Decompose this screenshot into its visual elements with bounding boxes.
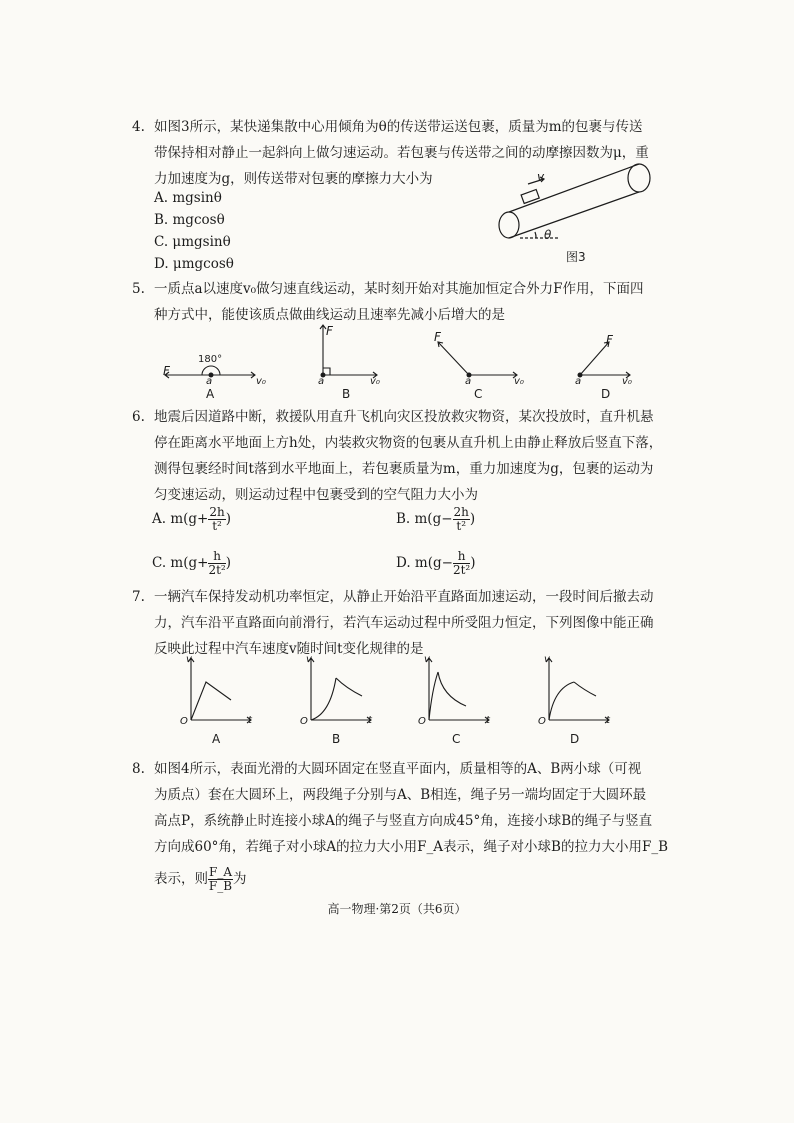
question-text-line: 高点P，系统静止时连接小球A的绳子与竖直方向成45°角，连接小球B的绳子与竖直 xyxy=(154,813,653,829)
q6-option-a[interactable] xyxy=(152,506,231,533)
question-6 xyxy=(132,404,663,508)
question-text-line: 如图3所示，某快递集散中心用倾角为θ的传送带运送包裹，质量为m的包裹与传送 xyxy=(154,119,643,135)
q7c-v-label: v xyxy=(424,654,430,665)
q5-option-a[interactable]: A xyxy=(206,387,215,401)
option-a[interactable]: A. mgsinθ xyxy=(154,190,222,206)
question-text-line: 地震后因道路中断，救援队用直升飞机向灾区投放救灾物资，某次投放时，直升机悬 xyxy=(154,409,654,425)
page-footer: 高一物理·第2页（共6页） xyxy=(327,902,467,916)
question-text-line: 方向成60°角，若绳子对小球A的拉力大小用F_A表示，绳子对小球B的拉力大小用F_B xyxy=(154,839,669,855)
q7-option-d[interactable]: D xyxy=(570,732,580,746)
q7-graph-a xyxy=(186,656,256,726)
last-line-prefix: 表示，则 xyxy=(154,871,208,887)
figure-3-velocity-label: v xyxy=(537,170,545,184)
q5b-velocity-label: v₀ xyxy=(370,376,380,387)
q5-option-d[interactable]: D xyxy=(601,387,611,401)
q5d-point-label: a xyxy=(575,376,582,387)
question-number: 8. xyxy=(132,761,145,777)
q5a-force-label: F xyxy=(163,364,170,378)
q5-option-b[interactable]: B xyxy=(342,387,351,401)
figure-3-conveyor xyxy=(492,162,662,242)
option-fraction xyxy=(208,506,225,533)
figure-3-caption: 图3 xyxy=(566,250,586,264)
question-text-line: 一辆汽车保持发动机功率恒定，从静止开始沿平直路面加速运动，一段时间后撤去动 xyxy=(154,589,654,605)
q7-graph-c xyxy=(424,656,494,726)
question-text-line: 如图4所示，表面光滑的大圆环固定在竖直平面内，质量相等的A、B两小球（可视 xyxy=(154,761,642,777)
q5-diagram-a xyxy=(160,346,270,386)
fraction-numerator: h xyxy=(208,550,225,564)
fraction-denominator: F_B xyxy=(208,879,233,893)
q7d-t-label: t xyxy=(606,715,610,726)
question-text-line: 一质点a以速度v₀做匀速直线运动，某时刻开始对其施加恒定合外力F作用，下面四 xyxy=(154,281,644,297)
q7b-v-label: v xyxy=(306,654,312,665)
option-prefix: D. m(g− xyxy=(396,555,453,571)
q7a-origin-label: O xyxy=(180,716,188,727)
fraction-denominator: 2t² xyxy=(452,563,471,577)
question-number: 4. xyxy=(132,119,145,135)
q7c-origin-label: O xyxy=(418,716,426,727)
q5a-point-label: a xyxy=(206,376,213,387)
option-c[interactable]: C. μmgsinθ xyxy=(154,234,231,250)
fraction-denominator: t² xyxy=(212,519,222,533)
question-text-line: 力加速度为g，则传送带对包裹的摩擦力大小为 xyxy=(154,171,433,187)
question-text-line: 停在距离水平地面上方h处，内装救灾物资的包裹从直升机上由静止释放后竖直下落， xyxy=(154,435,663,451)
question-number: 6. xyxy=(132,409,145,425)
ratio-fraction xyxy=(208,866,233,893)
q5-option-c[interactable]: C xyxy=(474,387,483,401)
q7-option-c[interactable]: C xyxy=(452,732,461,746)
q5c-point-label: a xyxy=(465,376,472,387)
option-suffix: ) xyxy=(225,511,232,527)
option-fraction xyxy=(453,550,470,577)
question-text-line: 种方式中，能使该质点做曲线运动且速率先减小后增大的是 xyxy=(154,307,505,323)
option-prefix: C. m(g+ xyxy=(152,555,209,571)
q5b-point-label: a xyxy=(318,376,325,387)
q7a-t-label: t xyxy=(248,715,252,726)
question-8 xyxy=(132,756,669,893)
question-text-line: 测得包裹经时间t落到水平地面上，若包裹质量为m，重力加速度为g，包裹的运动为 xyxy=(154,461,654,477)
option-fraction xyxy=(208,550,225,577)
q5-diagram-d xyxy=(576,330,656,380)
q5a-velocity-label: v₀ xyxy=(256,376,266,387)
option-d[interactable]: D. μmgcosθ xyxy=(154,256,234,272)
q5a-angle-label: 180° xyxy=(198,354,223,365)
fraction-numerator: F_A xyxy=(209,865,232,879)
q5-diagram-c xyxy=(432,330,532,380)
question-number: 7. xyxy=(132,589,145,605)
question-text-line: 反映此过程中汽车速度v随时间t变化规律的是 xyxy=(154,641,424,657)
q7b-origin-label: O xyxy=(300,716,308,727)
q7-graph-d xyxy=(544,656,614,726)
question-text-line: 力，汽车沿平直路面向前滑行，若汽车运动过程中所受阻力恒定，下列图像中能正确 xyxy=(154,615,654,631)
option-prefix: B. m(g− xyxy=(396,511,453,527)
option-b[interactable]: B. mgcosθ xyxy=(154,212,225,228)
fraction-denominator: t² xyxy=(456,519,467,533)
option-suffix: ) xyxy=(225,555,232,571)
question-last-line xyxy=(134,866,654,893)
question-text-line: 为质点）套在大圆环上，两段绳子分别与A、B相连，绳子另一端均固定于大圆环最 xyxy=(154,787,647,803)
q7-option-a[interactable]: A xyxy=(212,732,221,746)
q7c-t-label: t xyxy=(486,715,490,726)
q5d-velocity-label: v₀ xyxy=(622,376,632,387)
question-number: 5. xyxy=(132,281,145,297)
figure-3-theta-label: θ xyxy=(544,228,552,242)
question-7 xyxy=(134,584,654,662)
option-suffix: ) xyxy=(470,555,476,571)
q7d-origin-label: O xyxy=(538,716,546,727)
option-prefix: A. m(g+ xyxy=(152,511,209,527)
q7b-t-label: t xyxy=(368,715,372,726)
option-fraction xyxy=(453,506,470,533)
q6-option-b[interactable] xyxy=(396,506,475,533)
fraction-denominator: 2t² xyxy=(208,563,226,577)
q5d-force-label: F xyxy=(606,333,613,347)
q5b-force-label: F xyxy=(326,324,333,338)
question-text-line: 匀变速运动，则运动过程中包裹受到的空气阻力大小为 xyxy=(154,487,478,503)
q7d-v-label: v xyxy=(544,654,550,665)
fraction-numerator: h xyxy=(453,550,470,564)
option-suffix: ) xyxy=(469,511,476,527)
fraction-numerator: 2h xyxy=(209,505,225,519)
last-line-suffix: 为 xyxy=(233,871,247,887)
q6-option-d[interactable] xyxy=(396,550,476,577)
q5c-velocity-label: v₀ xyxy=(514,376,524,387)
q6-option-c[interactable] xyxy=(152,550,231,577)
q7a-v-label: v xyxy=(186,654,192,665)
q7-graph-b xyxy=(306,656,376,726)
q5c-force-label: F xyxy=(434,330,441,344)
q7-option-b[interactable]: B xyxy=(332,732,341,746)
fraction-numerator: 2h xyxy=(453,505,469,519)
question-text-line: 带保持相对静止一起斜向上做匀速运动。若包裹与传送带之间的动摩擦因数为μ，重 xyxy=(154,145,649,161)
